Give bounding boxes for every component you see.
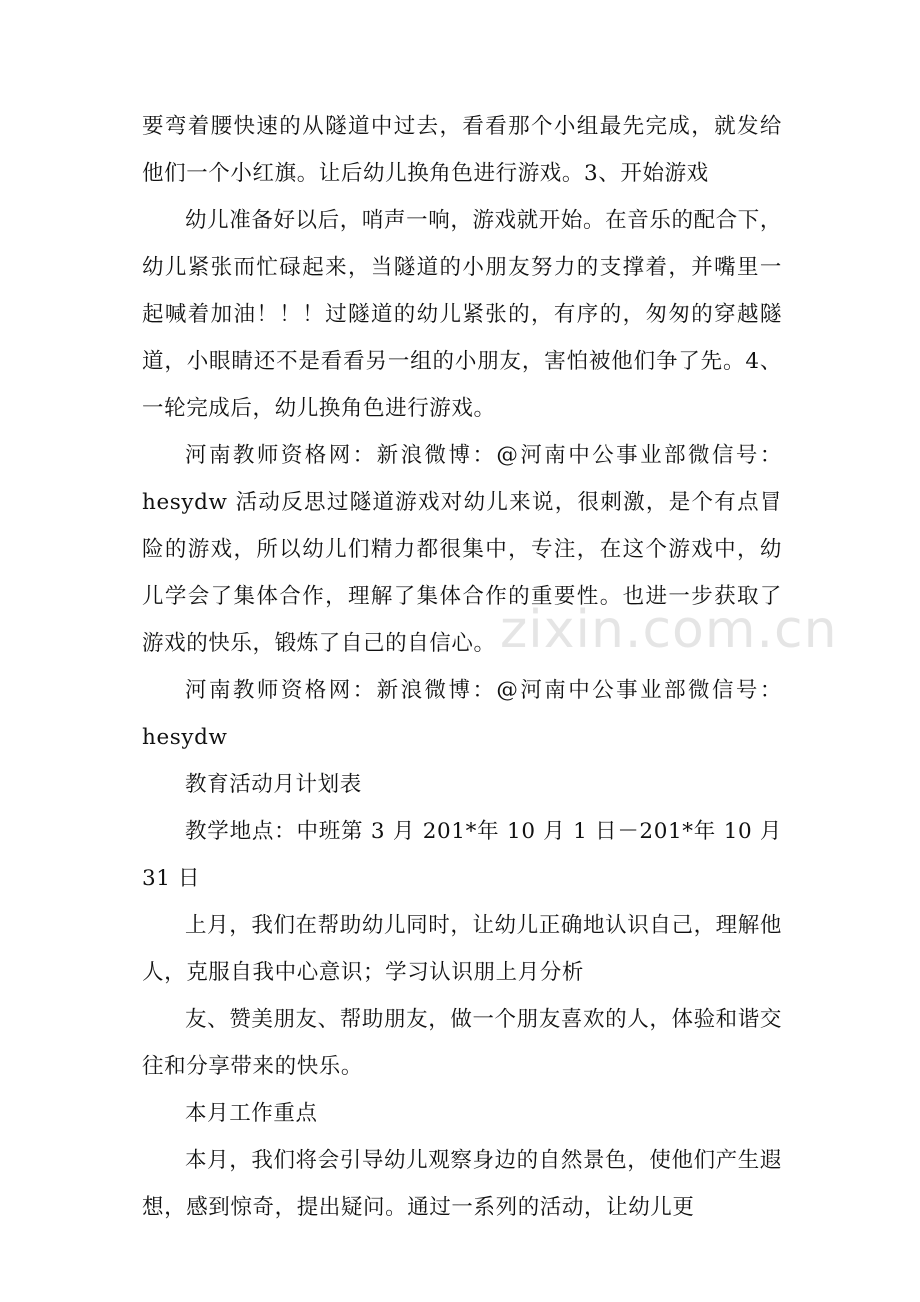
paragraph-4: 河南教师资格网：新浪微博：@河南中公事业部微信号：hesydw [142, 678, 782, 750]
section-title-work-focus: 本月工作重点 [185, 1101, 318, 1126]
section-title-monthly-plan: 教育活动月计划表 [185, 772, 362, 797]
paragraph-3: 河南教师资格网：新浪微博：@河南中公事业部微信号：hesydw 活动反思过隧道游戏对幼儿来说，很刺激，是个有点冒险的游戏，所以幼儿们精力都很集中，专注，在这个游戏中，幼儿学会了集体合作，理解了集体合作的重要性。也进一步获取了游戏的快乐，锻炼了自己的自信心。 [142, 443, 782, 656]
watermark: zixin.com.cn [500, 600, 838, 660]
paragraph-teaching-location: 教学地点：中班第 3 月 201*年 10 月 1 日－201*年 10 月 31 日 [142, 819, 782, 891]
paragraph-friends: 友、赞美朋友、帮助朋友，做一个朋友喜欢的人，体验和谐交往和分享带来的快乐。 [142, 1007, 782, 1079]
paragraph-1: 要弯着腰快速的从隧道中过去，看看那个小组最先完成，就发给他们一个小红旗。让后幼儿换角色进行游戏。3、开始游戏 [142, 114, 782, 186]
paragraph-last-month: 上月，我们在帮助幼儿同时，让幼儿正确地认识自己，理解他人，克服自我中心意识；学习认识朋上月分析 [142, 913, 782, 985]
paragraph-this-month: 本月，我们将会引导幼儿观察身边的自然景色，使他们产生遐想，感到惊奇，提出疑问。通过一系列的活动，让幼儿更 [142, 1148, 782, 1220]
document-body [142, 103, 782, 1231]
paragraph-2: 幼儿准备好以后，哨声一响，游戏就开始。在音乐的配合下，幼儿紧张而忙碌起来，当隧道的小朋友努力的支撑着，并嘴里一起喊着加油！！！过隧道的幼儿紧张的，有序的，匆匆的穿越隧道，小眼睛还不是看看另一组的小朋友，害怕被他们争了先。4、一轮完成后，幼儿换角色进行游戏。 [142, 208, 782, 421]
